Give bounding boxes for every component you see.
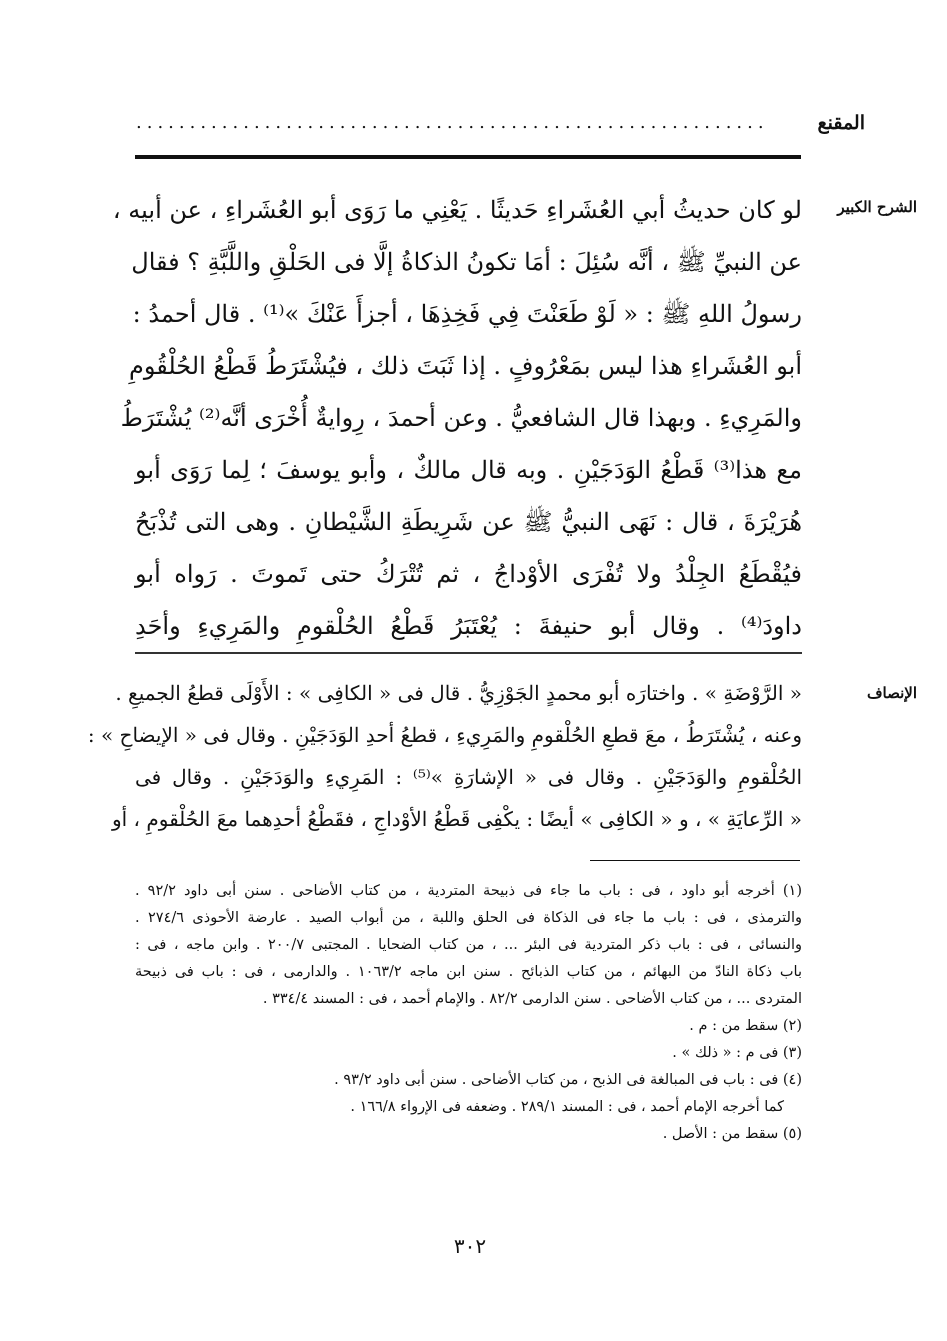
header-rule [135,155,801,159]
text-line: هُرَيْرَةَ ، قال : نَهَى النبيُّ ﷺ عن شَرِيطَةِ الشَّيْطانِ . وهى التى تُذْبَحُ [135,508,802,536]
text-line: لو كان حديثُ أبي العُشَراءِ حَديثًا . يَعْنِي ما رَوَى أبو العُشَراءِ ، عن أبيه ، [112,196,802,224]
footnote-line: باب ذكاة النادّ من البهائم ، من كتاب الذبائح . سنن ابن ماجه ١٠٦٣/٢ . والدارمى ، فى : باب فى ذبيحة [135,964,802,980]
footnote-line: والترمذى ، فى : باب ما جاء فى الذكاة فى الحلق واللبة ، من أبواب الصيد . عارضة الأحوذى ٢٧٤/٦ . [135,910,803,926]
text-line: عن النبيِّ ﷺ ، أنَّه سُئِلَ : أمَا تكونُ الذكاةُ إلَّا فى الحَلْقِ واللَّبَّةِ ؟ فقال [131,248,802,276]
main-section-label: الشرح الكبير [837,198,917,216]
text-line: « الرِّعايَةِ » ، و « الكافِى » أيضًا : يكْفِى قَطْعُ الأوْداجِ ، فقَطْعُ أحدِهما معَ الحُلْقومِ ، أو [111,807,802,831]
footnote-line: (٣) فى م : « ذلك » . [672,1045,802,1061]
footnote-line: (١) أخرجه أبو داود ، فى : باب ما جاء فى ذبيحة المتردية ، من كتاب الأضاحى . سنن أبى داود ٩٢/٢ . [135,883,803,899]
footnote-line: كما أخرجه الإمام أحمد ، فى : المسند ٢٨٩/١ . وضعفه فى الإرواء ١٦٦/٨ . [350,1099,784,1115]
text-line: أبو العُشَراءِ هذا ليس بمَعْرُوفٍ . إذا ثَبَتَ ذلك ، فيُشْتَرَطُ قَطْعُ الحُلْقُومِ [128,352,802,380]
header-dot-leader: ........................................................... [136,112,769,133]
text-line: وعنه ، يُشْتَرَطُ ، معَ قطعِ الحُلْقومِ والمَرِيءِ ، قطعُ أحدِ الوَدَجَيْنِ . وقال فى « الإيضاحِ » : [87,723,802,747]
text-line: داودَ⁽⁴⁾ . وقال أبو حنيفةَ : يُعْتَبَرُ قَطْعُ الحُلْقومِ والمَرِيءِ وأحَدِ [135,612,802,640]
footnote-line: المتردى ... ، من كتاب الأضاحى . سنن الدارمى ٨٢/٢ . والإمام أحمد ، فى : المسند ٣٣٤/٤ . [262,991,802,1007]
text-line: والمَرِيءِ . وبهذا قال الشافعيُّ . وعن أحمدَ ، رِوايةٌ أُخْرَى أنَّه⁽²⁾ يُشْتَرَطُ [120,404,802,432]
footnote-rule [590,860,800,861]
insaf-text [87,672,803,840]
text-line: مع هذا⁽³⁾ قَطْعُ الوَدَجَيْنِ . وبه قال مالكٌ ، وأبو يوسفَ ؛ لِما رَوَى أبو [135,456,802,484]
page-number: ٣٠٢ [453,1234,487,1258]
footnote-line: (٤) فى : باب فى المبالغة فى الذبح ، من كتاب الأضاحى . سنن أبى داود ٩٣/٢ . [334,1072,802,1088]
footnote-line: والنسائى ، فى : باب ذكر المتردية فى البئر ... ، من كتاب الضحايا . المجتبى ٢٠٠/٧ . وابن ماجه ، فى : [135,937,803,953]
insaf-section-label: الإنصاف [866,684,917,702]
footnotes [135,878,802,1148]
book-title: المقنع [817,112,865,134]
text-line: فيُقْطَعُ الجِلْدُ ولا تُفْرَى الأوْداجُ ، ثم تُتْرَكُ حتى تَموتَ . رَواه أبو [135,560,802,588]
footnote-line: (٢) سقط من : م . [689,1018,802,1034]
main-commentary-text [112,184,802,652]
text-line: الحُلْقومِ والوَدَجَيْنِ . وقال فى « الإشارَةِ »⁽⁵⁾ : المَرِيءِ والوَدَجَيْنِ . وقال فى [135,765,803,789]
text-line: رسولُ اللهِ ﷺ : « لَوْ طَعَنْتَ فِي فَخِذِهَا ، أجزأَ عَنْكَ »⁽¹⁾ . قال أحمدُ : [132,300,802,328]
footnote-line: (٥) سقط من : الأصل . [662,1126,802,1142]
text-line: « الرَّوْضَةِ » . واختارَه أبو محمدٍ الجَوْزِيُّ . قال فى « الكافِى » : الأَوْلَى قطعُ الجميعِ . [115,681,802,705]
section-separator [135,652,802,654]
